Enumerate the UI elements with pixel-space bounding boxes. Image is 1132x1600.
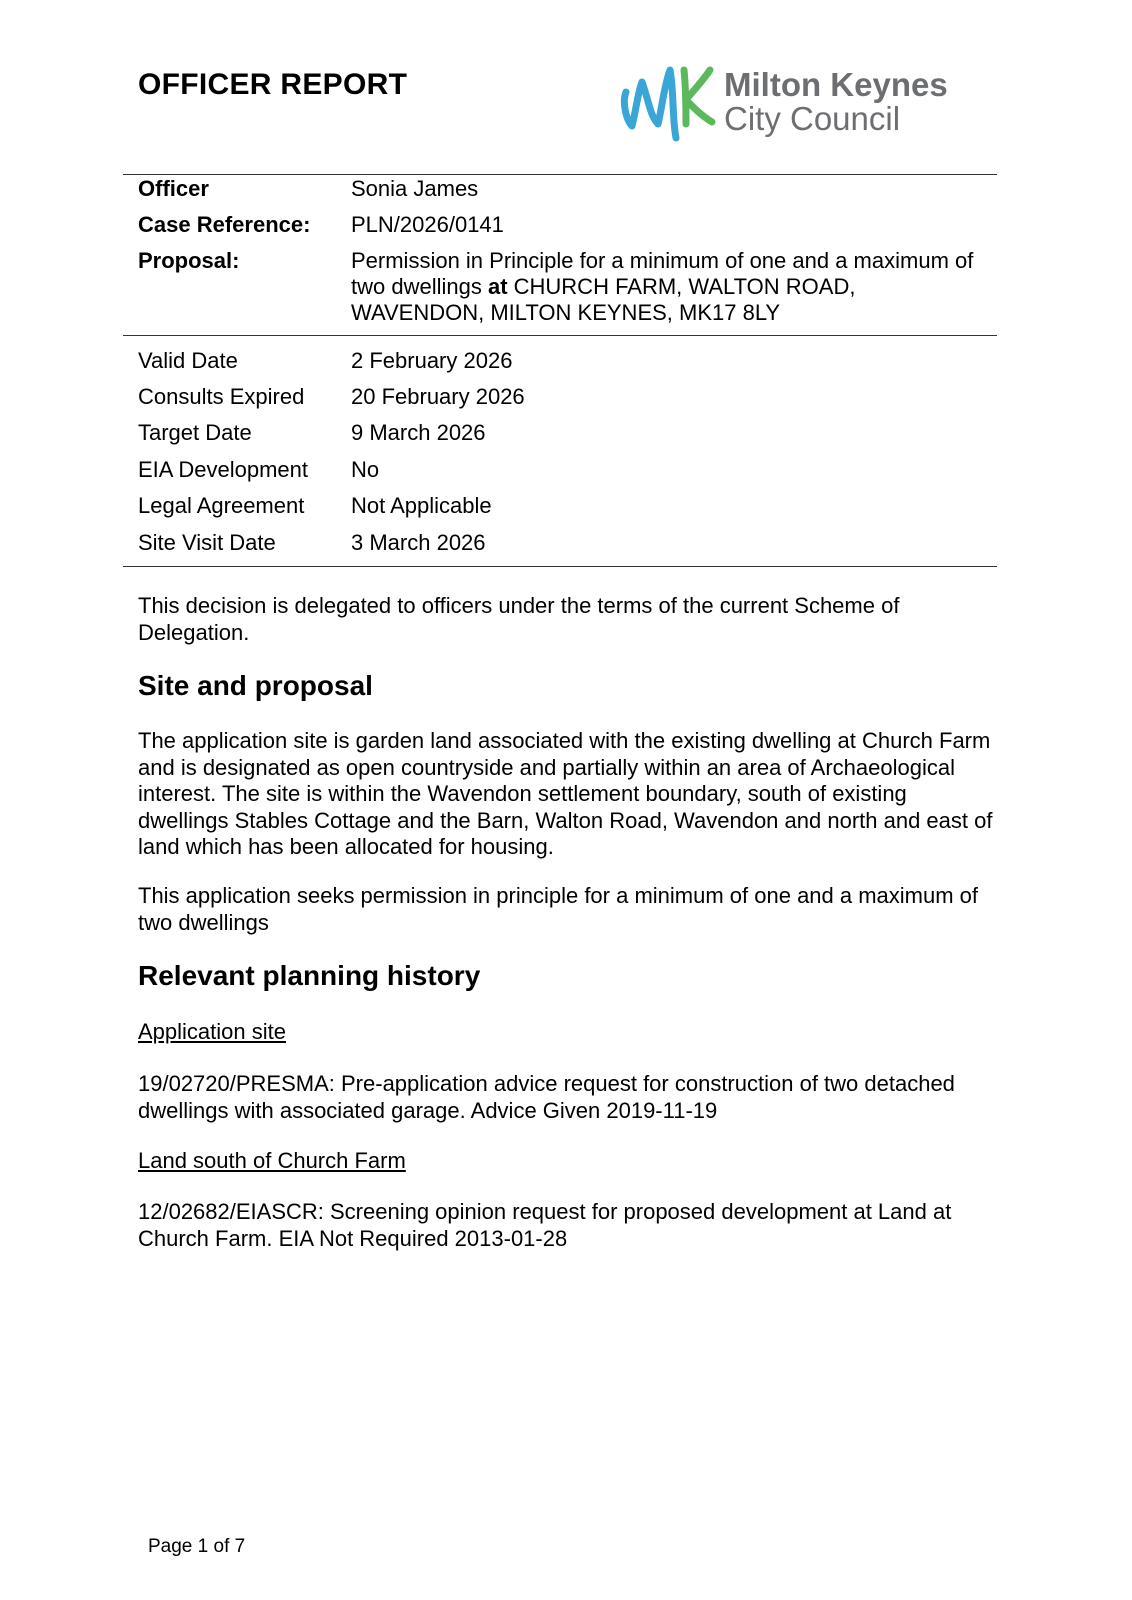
logo-text-line1: Milton Keynes — [724, 66, 948, 103]
proposal-label: Proposal: — [138, 248, 240, 273]
subheading-land-south: Land south of Church Farm — [138, 1148, 406, 1173]
history-heading: Relevant planning history — [138, 960, 481, 991]
council-logo — [618, 62, 998, 144]
proposal-text-1: Permission in Principle for a minimum of one and a maximum of two dwellings — [351, 248, 974, 299]
table-bottom-rule — [123, 566, 997, 567]
proposal-paragraph: This application seeks permission in principle for a minimum of one and a maximum of two dwellings — [138, 883, 979, 935]
date-value: 2 February 2026 — [351, 348, 513, 373]
history-entry: 12/02682/EIASCR: Screening opinion request for proposed development at Land at Church Farm. EIA Not Required 2013-01-28 — [138, 1199, 952, 1251]
date-label: Consults Expired — [138, 384, 305, 409]
date-value: 9 March 2026 — [351, 420, 486, 445]
table-middle-rule — [123, 335, 997, 336]
date-label: Site Visit Date — [138, 530, 276, 555]
mk-logo-icon — [618, 62, 718, 144]
table-top-rule — [123, 174, 997, 175]
proposal-value — [351, 248, 991, 326]
proposal-text-2: CHURCH FARM, WALTON ROAD, WAVENDON, MILTON KEYNES, MK17 8LY — [351, 274, 856, 325]
site-heading: Site and proposal — [138, 670, 373, 701]
site-paragraph: The application site is garden land associated with the existing dwelling at Church Farm and is designated as open countryside and partially within an area of Archaeological interest. The site is within the Wavendon settlement boundary, south of existing dwellings Stables Cottage and the Barn, Walton Road, Wavendon and north and east of land which has been allocated for housing. — [138, 728, 993, 859]
date-label: Valid Date — [138, 348, 238, 373]
history-entry: 19/02720/PRESMA: Pre-application advice request for construction of two detached dwellings with associated garage. Advice Given 2019-11-19 — [138, 1071, 955, 1123]
officer-value: Sonia James — [351, 176, 479, 201]
case-ref-value: PLN/2026/0141 — [351, 212, 504, 237]
date-value: 20 February 2026 — [351, 384, 525, 409]
report-title: OFFICER REPORT — [138, 68, 408, 101]
date-label: Legal Agreement — [138, 493, 305, 518]
date-value: 3 March 2026 — [351, 530, 486, 555]
subheading-application-site: Application site — [138, 1019, 286, 1044]
date-label: Target Date — [138, 420, 252, 445]
page-number: Page 1 of 7 — [148, 1536, 246, 1557]
logo-text-line2: City Council — [724, 100, 901, 137]
date-label: EIA Development — [138, 457, 308, 482]
officer-label: Officer — [138, 176, 209, 201]
case-ref-label: Case Reference: — [138, 212, 311, 237]
delegation-paragraph: This decision is delegated to officers under the terms of the current Scheme of Delegation. — [138, 593, 900, 645]
date-value: Not Applicable — [351, 493, 492, 518]
date-value: No — [351, 457, 380, 482]
proposal-at: at — [487, 274, 508, 299]
